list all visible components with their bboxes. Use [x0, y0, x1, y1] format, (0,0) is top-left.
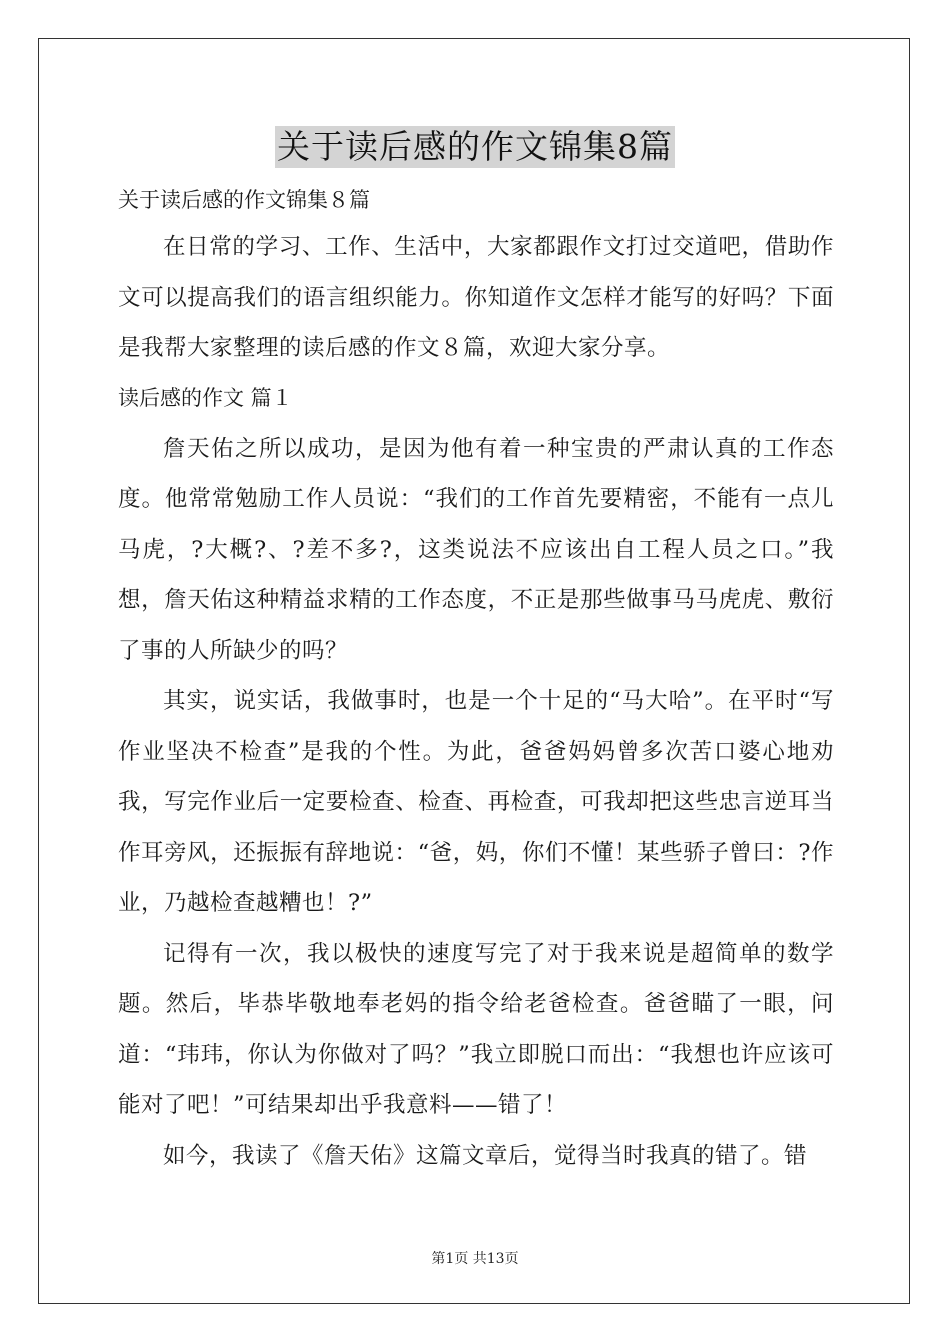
section-heading: 读后感的作文 篇１ — [118, 385, 293, 410]
document-title: 关于读后感的作文锦集8篇 — [277, 127, 673, 166]
body-paragraph: 如今，我读了《詹天佑》这篇文章后，觉得当时我真的错了。错 — [163, 1142, 808, 1169]
document-body — [118, 178, 834, 1181]
body-paragraph: 记得有一次，我以极快的速度写完了对于我来说是超简单的数学题。然后，毕恭毕敬地奉老妈的指令给老爸检查。爸爸瞄了一眼，问道：“玮玮，你认为你做对了吗？”我立即脱口而出：“我想也许应该可能对了吧！”可结果却出乎我意料——错了！ — [118, 940, 834, 1118]
body-paragraph: 其实，说实话，我做事时，也是一个十足的“马大哈”。在平时“写作业坚决不检查”是我的个性。为此，爸爸妈妈曾多次苦口婆心地劝我，写完作业后一定要检查、检查、再检查，可我却把这些忠言逆耳当作耳旁风，还振振有辞地说：“爸，妈，你们不懂！某些骄子曾曰：?作业，乃越检查越糟也！?” — [118, 688, 834, 916]
body-paragraph: 詹天佑之所以成功，是因为他有着一种宝贵的严肃认真的工作态度。他常常勉励工作人员说：“我们的工作首先要精密，不能有一点儿马虎，?大概?、?差不多?，这类说法不应该出自工程人员之口。”我想，詹天佑这种精益求精的工作态度，不正是那些做事马马虎虎、敷衍了事的人所缺少的吗？ — [118, 435, 834, 664]
document-subtitle: 关于读后感的作文锦集８篇 — [118, 188, 370, 212]
intro-paragraph: 在日常的学习、工作、生活中，大家都跟作文打过交道吧，借助作文可以提高我们的语言组织能力。你知道作文怎样才能写的好吗？下面是我帮大家整理的读后感的作文８篇，欢迎大家分享。 — [118, 234, 834, 361]
title-container — [0, 126, 950, 168]
page-footer: 第1页 共13页 — [431, 1251, 519, 1267]
